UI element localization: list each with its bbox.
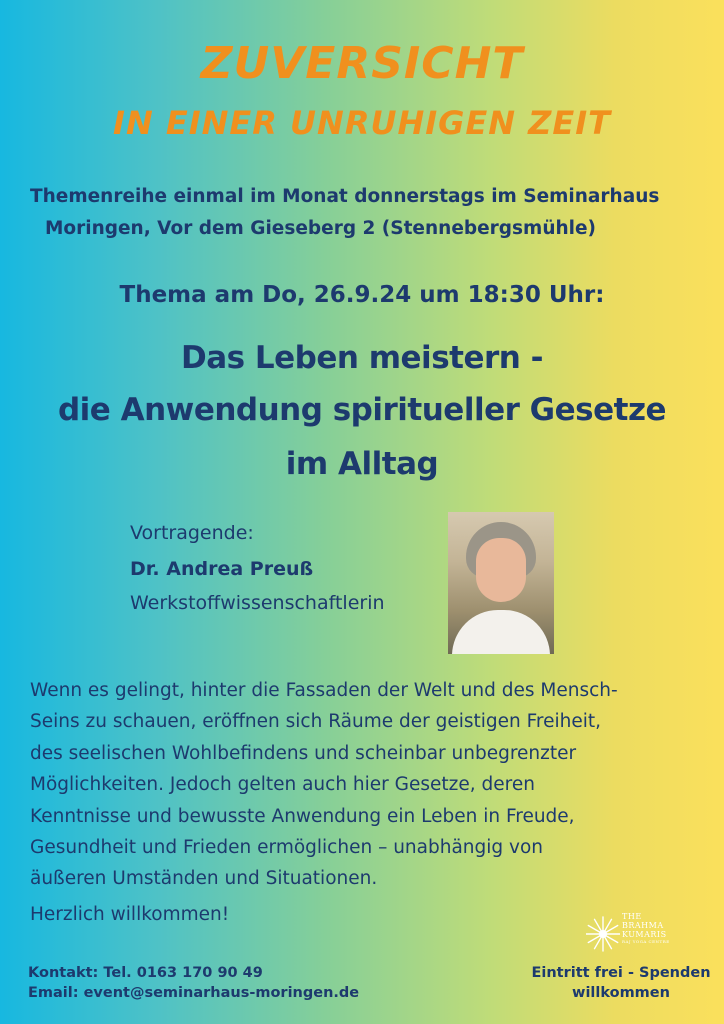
description-line: Seins zu schauen, eröffnen sich Räume der geistigen Freiheit, [30, 711, 602, 733]
description-line: Wenn es gelingt, hinter die Fassaden der Welt und des Mensch- [30, 680, 618, 701]
headline-zuversicht: ZUVERSICHT [200, 38, 524, 89]
series-info-line2: Moringen, Vor dem Gieseberg 2 (Stennebergsmühle) [45, 218, 596, 239]
logo-text-subtitle: RAJ YOGA CENTRE [622, 939, 670, 944]
entry-info-line2: willkommen [572, 985, 670, 1001]
logo-text-the: THE [622, 912, 642, 921]
lecture-title-line2: die Anwendung spiritueller Gesetze [57, 392, 667, 428]
contact-phone: Kontakt: Tel. 0163 170 90 49 [28, 965, 263, 981]
logo-text-kumaris: KUMARIS [622, 930, 667, 939]
entry-info-line1: Eintritt frei - Spenden [531, 965, 711, 981]
lecture-title-line1: Das Leben meistern - [180, 340, 543, 376]
description-line: äußeren Umständen und Situationen. [30, 868, 378, 890]
description-text [30, 675, 700, 895]
brahma-kumaris-logo [586, 912, 682, 958]
speaker-name: Dr. Andrea Preuß [130, 558, 314, 580]
welcome-text: Herzlich willkommen! [30, 904, 230, 925]
brahma-kumaris-sunburst-icon [586, 914, 620, 954]
series-info-line1: Themenreihe einmal im Monat donnerstags im Seminarhaus [30, 186, 660, 207]
thema-date: Thema am Do, 26.9.24 um 18:30 Uhr: [119, 282, 605, 308]
speaker-role: Werkstoffwissenschaftlerin [130, 592, 385, 614]
description-line: Kenntnisse und bewusste Anwendung ein Leben in Freude, [30, 805, 575, 827]
logo-text-brahma: BRAHMA [622, 921, 664, 930]
speaker-label: Vortragende: [130, 522, 254, 544]
description-line: Möglichkeiten. Jedoch gelten auch hier Gesetze, deren [30, 774, 535, 796]
description-line: Gesundheit und Frieden ermöglichen – unabhängig von [30, 837, 544, 859]
description-line: des seelischen Wohlbefindens und scheinbar unbegrenzter [30, 742, 577, 764]
speaker-portrait [448, 512, 554, 654]
contact-email[interactable]: Email: event@seminarhaus-moringen.de [28, 985, 360, 1001]
lecture-title-line3: im Alltag [285, 446, 439, 482]
headline-subtitle: IN EINER UNRUHIGEN ZEIT [113, 104, 611, 142]
